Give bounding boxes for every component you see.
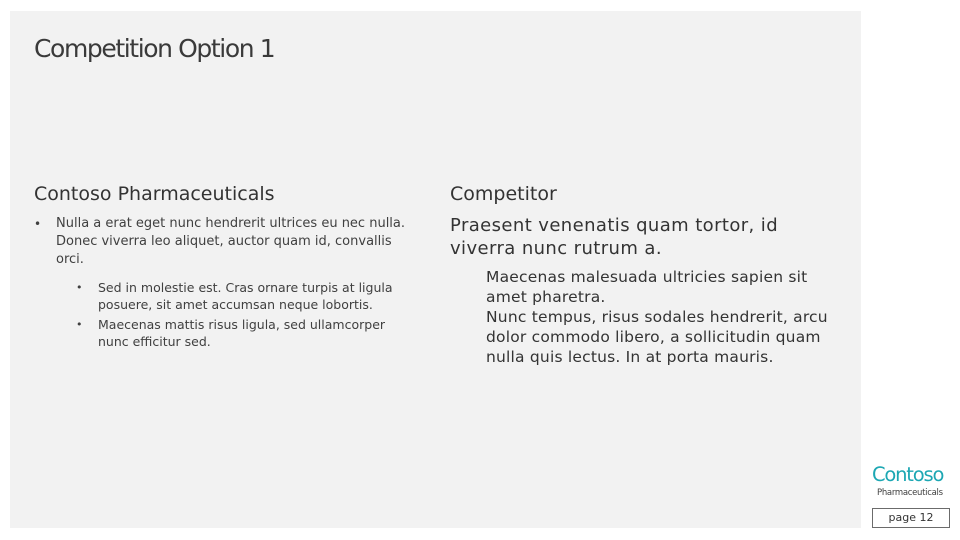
logo-name: Contoso (872, 463, 944, 486)
left-bullet-item (34, 215, 419, 350)
slide-title: Competition Option 1 (34, 34, 275, 63)
left-column (34, 183, 419, 353)
left-sub-bullet-item (76, 316, 419, 350)
bullet-icon: • (76, 281, 83, 294)
left-sub-bullet-text: Maecenas mattis risus ligula, sed ullamcorper nunc efficitur sed. (98, 317, 386, 349)
left-column-heading: Contoso Pharmaceuticals (34, 183, 275, 205)
left-sub-bullet-text: Sed in molestie est. Cras ornare turpis at ligula posuere, sit amet accumsan neque lobortis. (98, 280, 393, 312)
right-column (450, 183, 830, 367)
bullet-icon: • (34, 217, 42, 231)
competitor-lead-text: Praesent venenatis quam tortor, id viverra nunc rutrum a. (450, 215, 779, 259)
left-sub-bullet-item (76, 279, 419, 313)
left-bullet-text: Nulla a erat eget nunc hendrerit ultrices eu nec nulla. Donec viverra leo aliquet, auctor quam id, convallis orci. (56, 216, 406, 267)
competitor-point: Maecenas malesuada ultricies sapien sit amet pharetra. (486, 268, 808, 306)
competitor-point: Nunc tempus, risus sodales hendrerit, arcu dolor commodo libero, a sollicitudin quam nulla quis lectus. In at porta mauris. (486, 308, 828, 366)
contoso-logo (872, 462, 952, 499)
logo-subtitle: Pharmaceuticals (877, 488, 943, 498)
left-sub-bullet-list (56, 279, 419, 350)
bullet-icon: • (76, 318, 83, 331)
left-bullet-list (34, 215, 419, 350)
page-number: page 12 (872, 508, 950, 528)
right-column-heading: Competitor (450, 183, 557, 205)
